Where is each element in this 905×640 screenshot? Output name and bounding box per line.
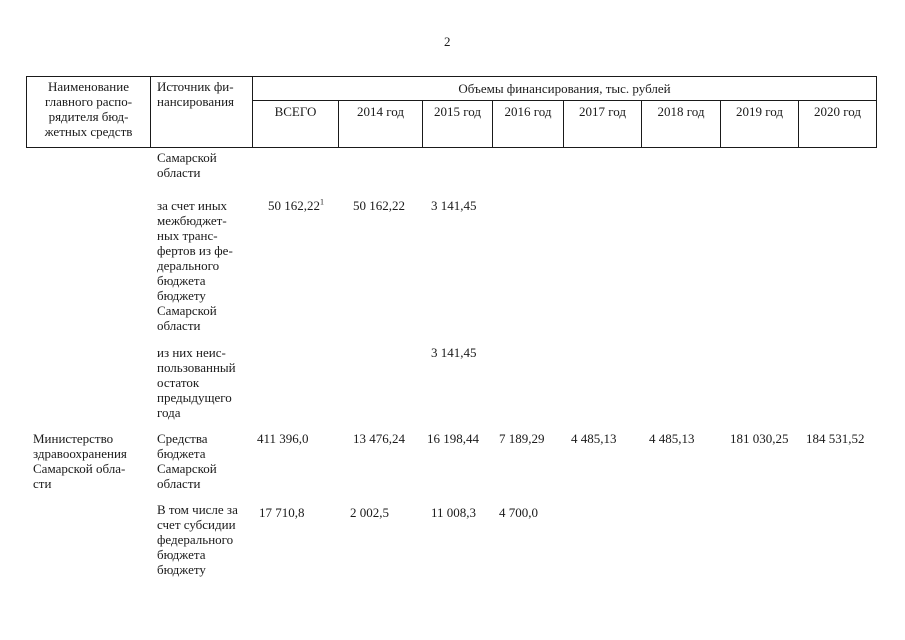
row-value: 17 710,8 — [259, 505, 305, 520]
row-value: 411 396,0 — [257, 431, 309, 446]
row-source: Средства бюджета Самарской области — [157, 431, 217, 491]
row-value: 3 141,45 — [431, 345, 477, 360]
row-value-total: 50 162,22$^1$ — [268, 197, 324, 213]
header-year: 2019 год — [736, 104, 783, 119]
footnote-mark: 1 — [320, 197, 324, 207]
header-name: Наименование главного распо- рядителя бюд- жетных средств — [44, 79, 133, 139]
row-value: 16 198,44 — [427, 431, 479, 446]
header-year: ВСЕГО — [274, 104, 317, 119]
row-value: 50 162,22 — [353, 198, 405, 213]
row-value: 7 189,29 — [499, 431, 545, 446]
row-source: из них неис- пользованный остаток предыдущего года — [157, 345, 236, 420]
header-year: 2014 год — [357, 104, 404, 119]
row-value: 3 141,45 — [431, 198, 477, 213]
header-source: Источник фи- нансирования — [157, 79, 235, 109]
row-source: Самарской области — [157, 150, 217, 180]
row-value: 4 700,0 — [499, 505, 538, 520]
page-number: 2 — [444, 34, 451, 49]
row-source: за счет иных межбюджет- ных транс- фертов из фе- дерального бюджета бюджету Самарской области — [157, 198, 233, 333]
row-name: Министерство здравоохранения Самарской обла- сти — [33, 431, 127, 491]
row-source: В том числе за счет субсидии федерального бюджета бюджету — [157, 502, 238, 577]
row-value: 184 531,52 — [806, 431, 865, 446]
header-year: 2017 год — [579, 104, 626, 119]
header-year: 2015 год — [434, 104, 481, 119]
header-year: 2018 год — [657, 104, 705, 119]
row-value: 4 485,13 — [571, 431, 617, 446]
row-value: 2 002,5 — [350, 505, 389, 520]
row-value: 181 030,25 — [730, 431, 789, 446]
row-value: 4 485,13 — [649, 431, 695, 446]
header-year: 2016 год — [504, 104, 552, 119]
row-value: 11 008,3 — [431, 505, 477, 520]
row-value: 13 476,24 — [353, 431, 405, 446]
header-volumes: Объемы финансирования, тыс. рублей — [458, 81, 671, 96]
header-year: 2020 год — [814, 104, 861, 119]
